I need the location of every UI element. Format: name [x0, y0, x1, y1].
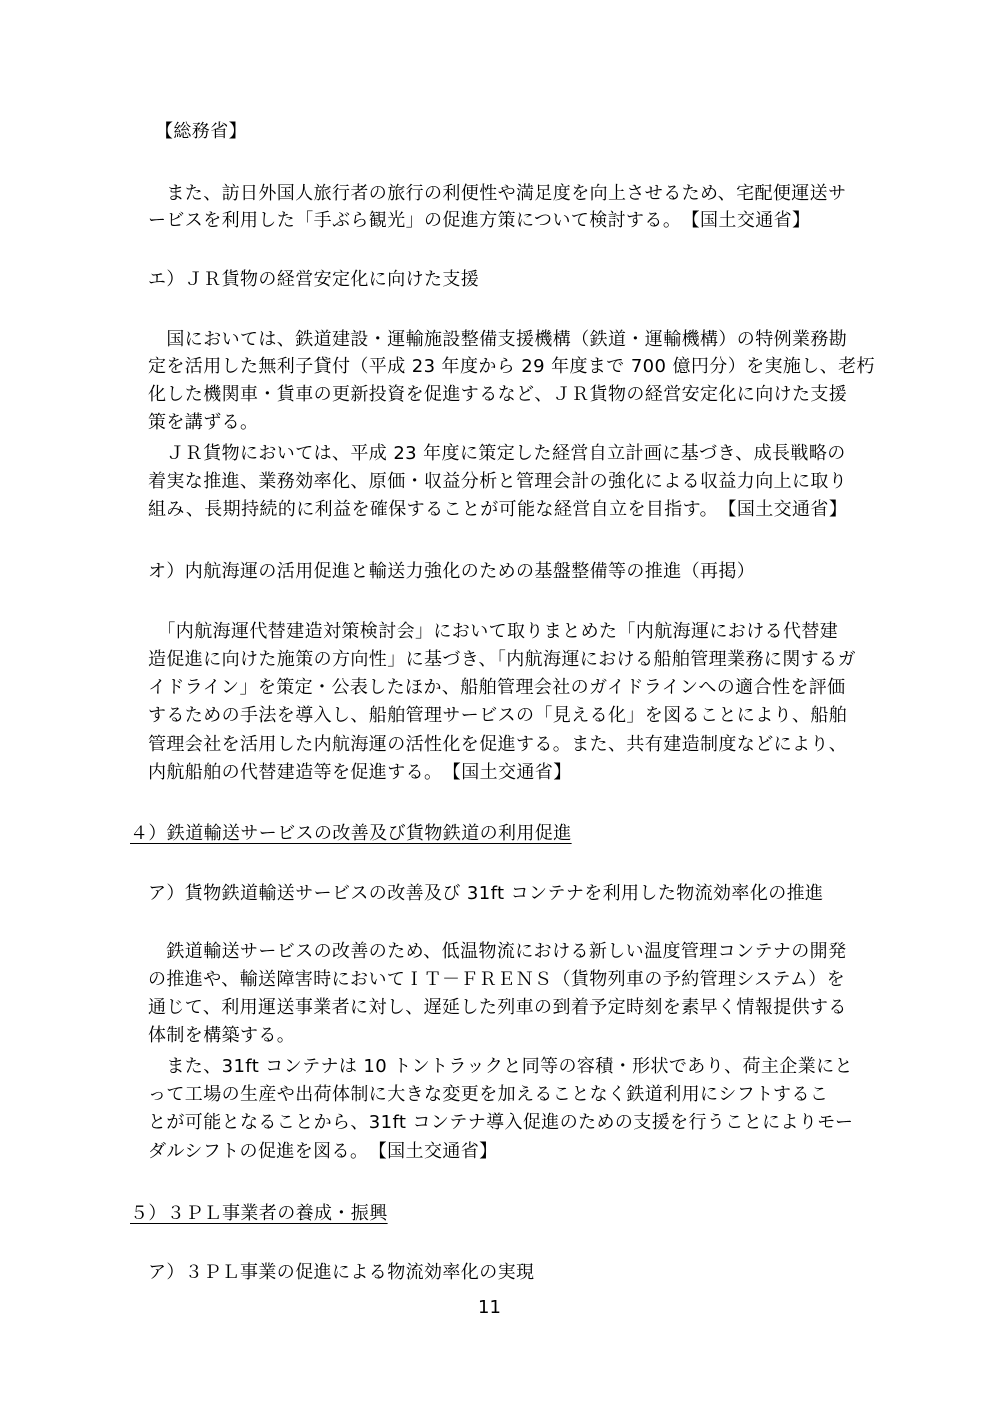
paragraph-line: ＪＲ貨物においては、平成 23 年度に策定した経営自立計画に基づき、成長戦略の [148, 443, 846, 464]
paragraph-line: 造促進に向けた施策の方向性」に基づき、「内航海運における船舶管理業務に関するガ [148, 649, 856, 670]
section-heading-4: ４）鉄道輸送サービスの改善及び貨物鉄道の利用促進 [130, 823, 572, 844]
paragraph-line: ービスを利用した「手ぶら観光」の促進方策について検討する。 【国土交通省】 [148, 210, 811, 231]
paragraph-line: って工場の生産や出荷体制に大きな変更を加えることなく鉄道利用にシフトするこ [148, 1084, 829, 1105]
paragraph-line: 着実な推進、業務効率化、原価・収益分析と管理会計の強化による収益力向上に取り [148, 471, 848, 492]
paragraph-line: 内航船舶の代替建造等を促進する。 【国土交通省】 [148, 762, 572, 783]
paragraph-line: ダルシフトの促進を図る。 【国土交通省】 [148, 1141, 498, 1162]
page-number: 11 [478, 1297, 501, 1318]
ministry-note: 【総務省】 [155, 121, 247, 142]
paragraph-line: 体制を構築する。 [148, 1025, 296, 1046]
paragraph-line: また、訪日外国人旅行者の旅行の利便性や満足度を向上させるため、宅配便運送サ [148, 183, 847, 204]
paragraph-line: 通じて、利用運送事業者に対し、遅延した列車の到着予定時刻を素早く情報提供する [148, 997, 847, 1018]
paragraph-line: 策を講ずる。 [148, 412, 259, 433]
paragraph-line: 化した機関車・貨車の更新投資を促進するなど、ＪＲ貨物の経営安定化に向けた支援 [148, 384, 848, 405]
paragraph-line: 管理会社を活用した内航海運の活性化を促進する。また、共有建造制度などにより、 [148, 734, 848, 755]
paragraph-line: 定を活用した無利子貸付（平成 23 年度から 29 年度まで 700 億円分）を実施し、老朽 [148, 356, 875, 377]
paragraph-line: また、31ft コンテナは 10 トントラックと同等の容積・形状であり、荷主企業にと [148, 1056, 853, 1077]
paragraph-line: 国においては、鉄道建設・運輸施設整備支援機構（鉄道・運輸機構）の特例業務勘 [148, 329, 848, 350]
subheading-a-rail: ア）貨物鉄道輸送サービスの改善及び 31ft コンテナを利用した物流効率化の推進 [148, 883, 824, 904]
subheading-a-3pl: ア）３ＰＬ事業の促進による物流効率化の実現 [148, 1262, 535, 1283]
subheading-o: オ）内航海運の活用促進と輸送力強化のための基盤整備等の推進（再掲） [148, 561, 756, 582]
paragraph-line: 鉄道輸送サービスの改善のため、低温物流における新しい温度管理コンテナの開発 [148, 941, 847, 962]
paragraph-line: の推進や、輸送障害時においてＩＴ－ＦＲＥＮＳ（貨物列車の予約管理システム）を [148, 969, 846, 990]
paragraph-line: とが可能となることから、31ft コンテナ導入促進のための支援を行うことによりモー [148, 1112, 854, 1133]
paragraph-line: するための手法を導入し、船舶管理サービスの「見える化」を図ることにより、船舶 [148, 705, 848, 726]
paragraph-line: 「内航海運代替建造対策検討会」において取りまとめた「内航海運における代替建 [148, 621, 839, 642]
paragraph-line: 組み、長期持続的に利益を確保することが可能な経営自立を目指す。 【国土交通省】 [148, 499, 848, 520]
paragraph-line: イドライン」を策定・公表したほか、船舶管理会社のガイドラインへの適合性を評価 [148, 677, 846, 698]
section-heading-5: ５）３ＰＬ事業者の養成・振興 [130, 1203, 388, 1224]
subheading-e: エ）ＪＲ貨物の経営安定化に向けた支援 [148, 269, 480, 290]
